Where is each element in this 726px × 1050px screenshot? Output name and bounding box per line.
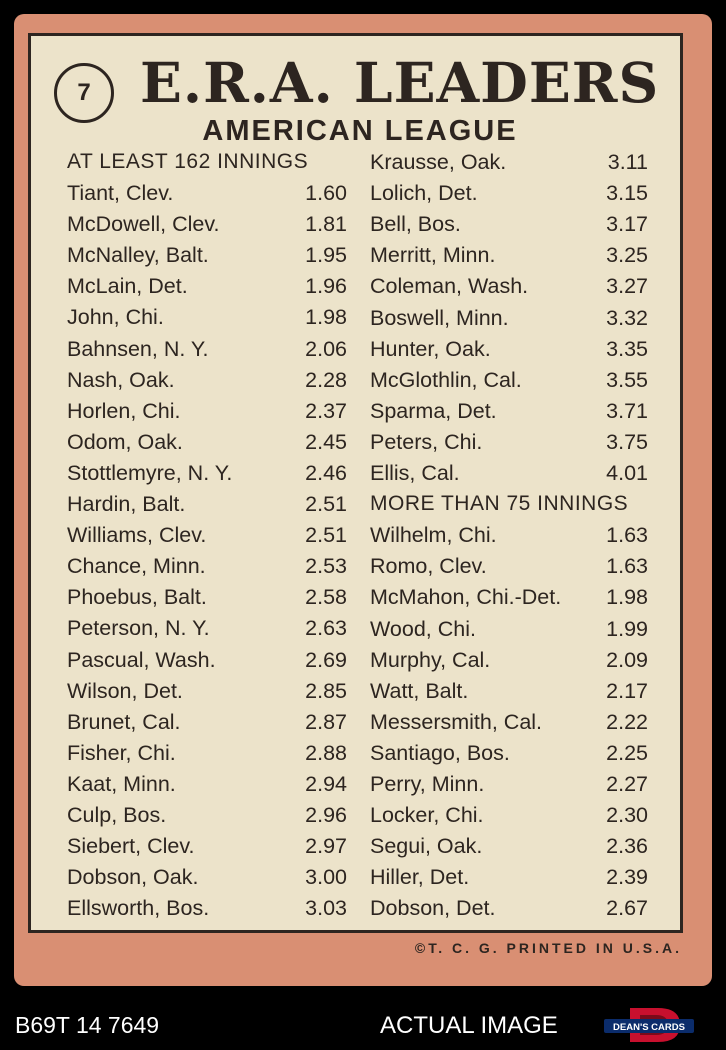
player-row — [370, 862, 648, 892]
player-row — [67, 707, 347, 737]
player-name: Stottlemyre, N. Y. — [67, 460, 233, 485]
era-value: 2.63 — [305, 616, 347, 641]
player-name: Dobson, Oak. — [67, 865, 199, 890]
player-name: Coleman, Wash. — [370, 274, 529, 299]
right-column-header: MORE THAN 75 INNINGS — [370, 492, 629, 516]
player-row — [370, 551, 648, 581]
player-name: Nash, Oak. — [67, 367, 175, 392]
player-name: McGlothlin, Cal. — [370, 367, 522, 392]
player-name: Pascual, Wash. — [67, 647, 216, 672]
player-name: Murphy, Cal. — [370, 647, 491, 672]
player-row — [370, 303, 648, 333]
player-name: Odom, Oak. — [67, 429, 183, 454]
era-value: 2.06 — [305, 336, 347, 361]
player-row — [370, 147, 648, 177]
era-value: 1.99 — [606, 616, 648, 641]
player-name: Wilhelm, Chi. — [370, 523, 497, 548]
card-title: E.R.A. LEADERS — [140, 50, 660, 115]
player-name: Messersmith, Cal. — [370, 709, 543, 734]
era-value: 3.71 — [606, 398, 648, 423]
player-name: Merritt, Minn. — [370, 243, 496, 268]
era-value: 3.27 — [606, 274, 648, 299]
player-name: Chance, Minn. — [67, 554, 206, 579]
era-value: 2.69 — [305, 647, 347, 672]
era-value: 1.63 — [606, 554, 648, 579]
player-name: Segui, Oak. — [370, 834, 483, 859]
era-value: 3.35 — [606, 336, 648, 361]
era-value: 3.00 — [305, 865, 347, 890]
player-name: Sparma, Det. — [370, 398, 497, 423]
era-value: 2.25 — [606, 740, 648, 765]
era-value: 2.37 — [305, 398, 347, 423]
player-row — [67, 427, 347, 457]
player-row — [370, 178, 648, 208]
player-row — [370, 209, 648, 239]
era-value: 3.55 — [606, 367, 648, 392]
era-value: 1.98 — [606, 585, 648, 610]
player-name: Bell, Bos. — [370, 212, 461, 237]
player-row — [370, 427, 648, 457]
era-value: 2.87 — [305, 709, 347, 734]
player-name: Peterson, N. Y. — [67, 616, 210, 641]
player-row — [67, 862, 347, 892]
player-name: Romo, Clev. — [370, 554, 487, 579]
player-name: Bahnsen, N. Y. — [67, 336, 209, 361]
player-row — [370, 769, 648, 799]
player-row — [67, 489, 347, 519]
player-row — [370, 707, 648, 737]
era-value: 2.09 — [606, 647, 648, 672]
player-name: Wood, Chi. — [370, 616, 476, 641]
era-value: 2.46 — [305, 460, 347, 485]
player-row — [67, 520, 347, 550]
era-value: 3.03 — [305, 896, 347, 921]
era-value: 2.85 — [305, 678, 347, 703]
player-name: Hiller, Det. — [370, 865, 470, 890]
player-row — [370, 645, 648, 675]
player-row — [67, 302, 347, 332]
left-column-header: AT LEAST 162 INNINGS — [67, 150, 309, 173]
player-row — [370, 520, 648, 550]
era-value: 2.96 — [305, 803, 347, 827]
player-name: Siebert, Clev. — [67, 834, 195, 859]
era-value: 3.75 — [606, 429, 648, 454]
era-value: 2.36 — [606, 834, 648, 859]
player-row — [370, 831, 648, 861]
era-value: 2.17 — [606, 678, 648, 703]
era-value: 2.30 — [606, 803, 648, 828]
player-row — [67, 613, 347, 643]
player-row — [370, 738, 648, 768]
player-name: Hardin, Balt. — [67, 492, 186, 516]
era-value: 3.17 — [606, 212, 648, 237]
player-row — [67, 738, 347, 768]
player-name: McMahon, Chi.-Det. — [370, 585, 562, 610]
player-name: McLain, Det. — [67, 274, 188, 299]
player-name: Watt, Balt. — [370, 678, 469, 703]
card-id-caption: B69T 14 7649 — [15, 1012, 160, 1038]
logo-text: DEAN'S CARDS — [613, 1022, 685, 1033]
era-value: 3.15 — [606, 181, 648, 206]
era-value: 2.27 — [606, 772, 648, 796]
card-subtitle: AMERICAN LEAGUE — [202, 115, 518, 147]
player-row — [370, 334, 648, 364]
player-name: Tiant, Clev. — [67, 181, 174, 205]
player-row — [370, 365, 648, 395]
player-name: Ellsworth, Bos. — [67, 896, 210, 921]
player-name: John, Chi. — [67, 305, 164, 330]
player-name: Boswell, Minn. — [370, 305, 509, 330]
player-row — [370, 582, 648, 612]
player-name: Kaat, Minn. — [67, 771, 176, 796]
player-row — [67, 271, 347, 301]
era-value: 2.45 — [305, 429, 347, 454]
player-row — [67, 800, 347, 830]
era-value: 1.98 — [305, 305, 347, 330]
player-name: Brunet, Cal. — [67, 709, 181, 734]
era-value: 2.58 — [305, 585, 347, 610]
player-name: McDowell, Clev. — [67, 212, 220, 237]
player-row — [67, 334, 347, 364]
era-value: 2.28 — [305, 367, 347, 392]
era-value: 1.81 — [305, 212, 347, 237]
player-row — [370, 614, 648, 644]
era-value: 2.53 — [305, 554, 347, 579]
era-value: 4.01 — [606, 461, 648, 485]
era-value: 2.94 — [305, 771, 347, 796]
player-name: Hunter, Oak. — [370, 336, 491, 361]
player-row — [67, 209, 347, 239]
player-row — [67, 676, 347, 706]
player-row — [67, 365, 347, 395]
player-row — [67, 582, 347, 612]
player-name: Perry, Minn. — [370, 772, 485, 796]
player-name: McNalley, Balt. — [67, 243, 209, 268]
era-value: 1.63 — [606, 523, 648, 548]
player-row — [370, 271, 648, 301]
era-value: 2.88 — [305, 740, 347, 765]
deans-cards-logo — [600, 1004, 698, 1046]
era-value: 2.22 — [606, 709, 648, 734]
player-row — [370, 800, 648, 830]
card-number: 7 — [54, 63, 114, 123]
player-name: Peters, Chi. — [370, 429, 483, 454]
player-name: Ellis, Cal. — [370, 461, 460, 485]
player-row — [67, 240, 347, 270]
player-name: Dobson, Det. — [370, 896, 496, 921]
era-value: 2.67 — [606, 896, 648, 921]
era-value: 1.60 — [305, 181, 347, 205]
player-name: Locker, Chi. — [370, 803, 484, 828]
player-row — [370, 676, 648, 706]
actual-image-caption: ACTUAL IMAGE — [380, 1012, 558, 1039]
era-value: 3.32 — [606, 305, 648, 330]
era-value: 2.97 — [305, 834, 347, 859]
player-name: Horlen, Chi. — [67, 398, 181, 423]
player-name: Krausse, Oak. — [370, 150, 507, 174]
printed-notice: ©T. C. G. PRINTED IN U.S.A. — [414, 940, 682, 956]
player-name: Culp, Bos. — [67, 803, 167, 827]
player-row — [67, 645, 347, 675]
player-name: Williams, Clev. — [67, 523, 207, 548]
era-value: 1.95 — [305, 243, 347, 268]
player-name: Santiago, Bos. — [370, 740, 510, 765]
player-row — [67, 396, 347, 426]
era-value: 2.51 — [305, 492, 347, 516]
player-name: Lolich, Det. — [370, 181, 478, 206]
era-value: 3.25 — [606, 243, 648, 268]
player-row — [370, 240, 648, 270]
player-name: Fisher, Chi. — [67, 740, 176, 765]
player-row — [67, 769, 347, 799]
player-row — [67, 551, 347, 581]
era-value: 3.11 — [607, 150, 648, 174]
player-row — [67, 831, 347, 861]
player-row — [370, 893, 648, 923]
player-row — [370, 458, 648, 488]
player-row — [67, 458, 347, 488]
player-row — [67, 178, 347, 208]
player-row — [67, 893, 347, 923]
era-value: 2.51 — [305, 523, 347, 548]
era-value: 1.96 — [305, 274, 347, 299]
era-value: 2.39 — [606, 865, 648, 890]
player-row — [370, 396, 648, 426]
player-name: Wilson, Det. — [67, 678, 183, 703]
player-name: Phoebus, Balt. — [67, 585, 207, 610]
